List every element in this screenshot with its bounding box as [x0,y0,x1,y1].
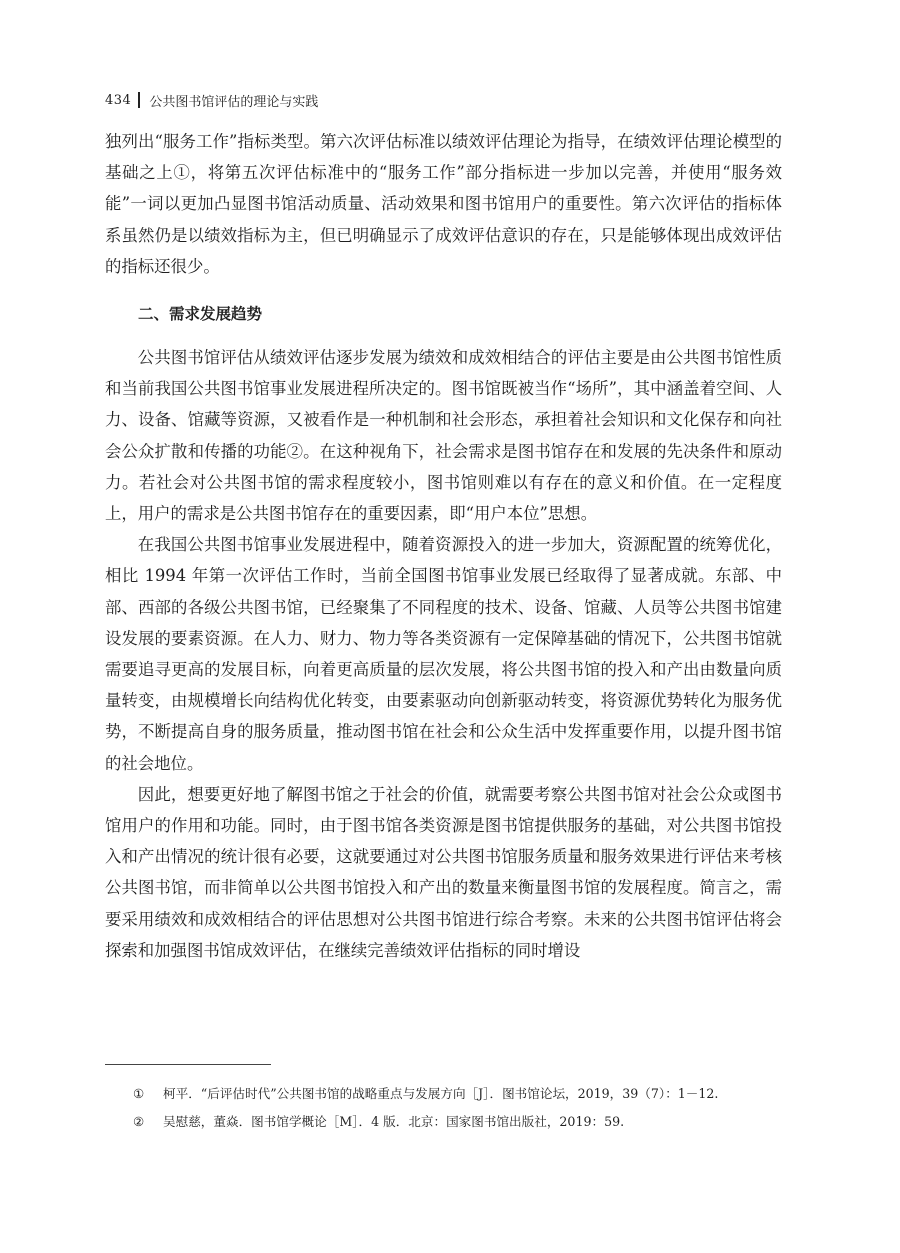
footnote-text: 吴慰慈，董焱．图书馆学概论［M］．4 版．北京：国家图书馆出版社，2019：59. [163,1114,625,1129]
header-divider [138,92,140,108]
section-heading: 二、需求发展趋势 [138,305,263,324]
footnote [105,1112,782,1132]
footnote-text: 柯平．“后评估时代”公共图书馆的战略重点与发展方向［J］．图书馆论坛，2019，39（7）：1－12. [163,1086,719,1101]
running-header [105,90,318,110]
paragraph: 因此，想要更好地了解图书馆之于社会的价值，就需要考察公共图书馆对社会公众或图书馆用户的作用和功能。同时，由于图书馆各类资源是图书馆提供服务的基础，对公共图书馆投入和产出情况的统计很有必要，这就要通过对公共图书馆服务质量和服务效果进行评估来考核公共图书馆，而非简单以公共图书馆投入和产出的数量来衡量图书馆的发展程度。简言之，需要采用绩效和成效相结合的评估思想对公共图书馆进行综合考察。未来的公共图书馆评估将会探索和加强图书馆成效评估，在继续完善绩效评估指标的同时增设 [105,784,782,960]
footnotes [105,1084,782,1140]
footnote [105,1084,782,1104]
footnote-rule [105,1064,271,1065]
running-title: 公共图书馆评估的理论与实践 [149,94,319,110]
footnote-mark: ① [133,1086,145,1101]
paragraph-continued: 独列出“服务工作”指标类型。第六次评估标准以绩效评估理论为指导，在绩效评估理论模型的基础之上①，将第五次评估标准中的“服务工作”部分指标进一步加以完善，并使用“服务效能”一词以更加凸显图书馆活动质量、活动效果和图书馆用户的重要性。第六次评估的指标体系虽然仍是以绩效指标为主，但已明确显示了成效评估意识的存在，只是能够体现出成效评估的指标还很少。 [105,132,782,276]
footnote-mark: ② [133,1114,145,1129]
paragraph: 在我国公共图书馆事业发展进程中，随着资源投入的进一步加大，资源配置的统筹优化，相比 1994 年第一次评估工作时，当前全国图书馆事业发展已经取得了显著成就。东部、中部、西部的各级公共图书馆，已经聚集了不同程度的技术、设备、馆藏、人员等公共图书馆建设发展的要素资源。在人力、财力、物力等各类资源有一定保障基础的情况下，公共图书馆就需要追寻更高的发展目标，向着更高质量的层次发展，将公共图书馆的投入和产出由数量向质量转变，由规模增长向结构优化转变，由要素驱动向创新驱动转变，将资源优势转化为服务优势，不断提高自身的服务质量，推动图书馆在社会和公众生活中发挥重要作用，以提升图书馆的社会地位。 [105,535,782,773]
page-number: 434 [105,92,132,108]
paragraph: 公共图书馆评估从绩效评估逐步发展为绩效和成效相结合的评估主要是由公共图书馆性质和当前我国公共图书馆事业发展进程所决定的。图书馆既被当作“场所”，其中涵盖着空间、人力、设备、馆藏等资源，又被看作是一种机制和社会形态，承担着社会知识和文化保存和向社会公众扩散和传播的功能②。在这种视角下，社会需求是图书馆存在和发展的先决条件和原动力。若社会对公共图书馆的需求程度较小，图书馆则难以有存在的意义和价值。在一定程度上，用户的需求是公共图书馆存在的重要因素，即“用户本位”思想。 [105,348,782,524]
page-body [105,126,782,966]
